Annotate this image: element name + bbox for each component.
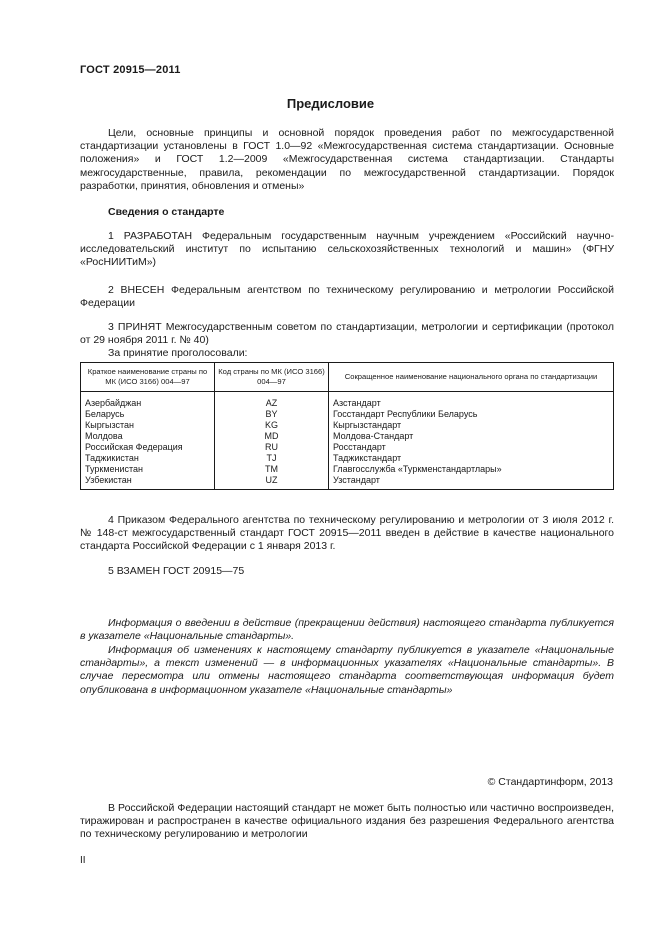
authority-cell: Узстандарт [329,475,614,490]
table-row [81,442,614,453]
authority-cell: Кыргызстандарт [329,420,614,431]
authority-cell: Таджикстандарт [329,453,614,464]
voting-table [80,362,614,490]
page-number: II [80,855,86,866]
authority-cell: Азстандарт [329,392,614,410]
code-cell: MD [215,431,329,442]
code-cell: RU [215,442,329,453]
intro-paragraph: Цели, основные принципы и основной порядок проведения работ по межгосударственной стандартизации установлены в ГОСТ 1.0—92 «Межгосударственная система стандартизации. Основные положения» и ГОСТ 1.2—2009 «Межгосударственная система стандартизации. Стандарты межгосударственные, правила, рекомендации по межгосударственной стандартизации. Порядок разработки, принятия, обновления и отмены» [80,127,614,192]
table-row [81,420,614,431]
item-order: 4 Приказом Федерального агентства по техническому регулированию и метрологии от 3 июля 2012 г. № 148-ст межгосударственный стандарт ГОСТ 20915—2011 введен в действие в качестве национального стандарта Российской Федерации с 1 января 2013 г. [80,514,614,553]
table-row [81,431,614,442]
item-replaces: 5 ВЗАМЕН ГОСТ 20915—75 [108,565,245,577]
item-developed: 1 РАЗРАБОТАН Федеральным государственным научным учреждением «Российский научно-исследовательский институт по испытанию сельскохозяйственных технологий и машин» (ФГНУ «РосНИИТиМ») [80,230,614,269]
table-row [81,475,614,490]
table-row [81,453,614,464]
code-cell: TM [215,464,329,475]
doc-code-header: ГОСТ 20915—2011 [80,64,181,76]
info-paragraph-1: Информация о введении в действие (прекращении действия) настоящего стандарта публикуется в указателе «Национальные стандарты». [80,617,614,643]
code-cell: AZ [215,392,329,410]
country-cell: Туркменистан [81,464,215,475]
copyright-notice: © Стандартинформ, 2013 [487,776,613,788]
table-row [81,392,614,410]
item-introduced: 2 ВНЕСЕН Федеральным агентством по техническому регулированию и метрологии Российской Федерации [80,284,614,310]
country-cell: Молдова [81,431,215,442]
reproduction-notice: В Российской Федерации настоящий стандарт не может быть полностью или частично воспроизведен, тиражирован и распространен в качестве официального издания без разрешения Федерального агентства по техническому регулированию и метрологии [80,802,614,841]
country-cell: Российская Федерация [81,442,215,453]
code-cell: BY [215,409,329,420]
info-paragraph-2: Информация об изменениях к настоящему стандарту публикуется в указателе «Национальные стандарты», а текст изменений — в информационных указателях «Национальные стандарты». В случае пересмотра или отмены настоящего стандарта соответствующая информация будет опубликована в информационном указателе «Национальные стандарты» [80,644,614,696]
header-code: Код страны по МК (ИСО 3166) 004—97 [215,363,329,392]
authority-cell: Главгосслужба «Туркменстандартлары» [329,464,614,475]
code-cell: TJ [215,453,329,464]
country-cell: Беларусь [81,409,215,420]
item-adopted: 3 ПРИНЯТ Межгосударственным советом по стандартизации, метрологии и сертификации (протокол от 29 ноября 2011 г. № 40) [80,321,614,347]
country-cell: Кыргызстан [81,420,215,431]
country-cell: Узбекистан [81,475,215,490]
code-cell: UZ [215,475,329,490]
table-header-row [81,363,614,392]
section-heading: Сведения о стандарте [108,206,225,218]
authority-cell: Госстандарт Республики Беларусь [329,409,614,420]
authority-cell: Росстандарт [329,442,614,453]
page-title: Предисловие [286,96,375,111]
voted-label: За принятие проголосовали: [108,347,248,359]
header-authority: Сокращенное наименование национального органа по стандартизации [329,363,614,392]
table-row [81,464,614,475]
table-row [81,409,614,420]
header-country: Краткое наименование страны по МК (ИСО 3166) 004—97 [81,363,215,392]
authority-cell: Молдова-Стандарт [329,431,614,442]
code-cell: KG [215,420,329,431]
country-cell: Азербайджан [81,392,215,410]
country-cell: Таджикистан [81,453,215,464]
